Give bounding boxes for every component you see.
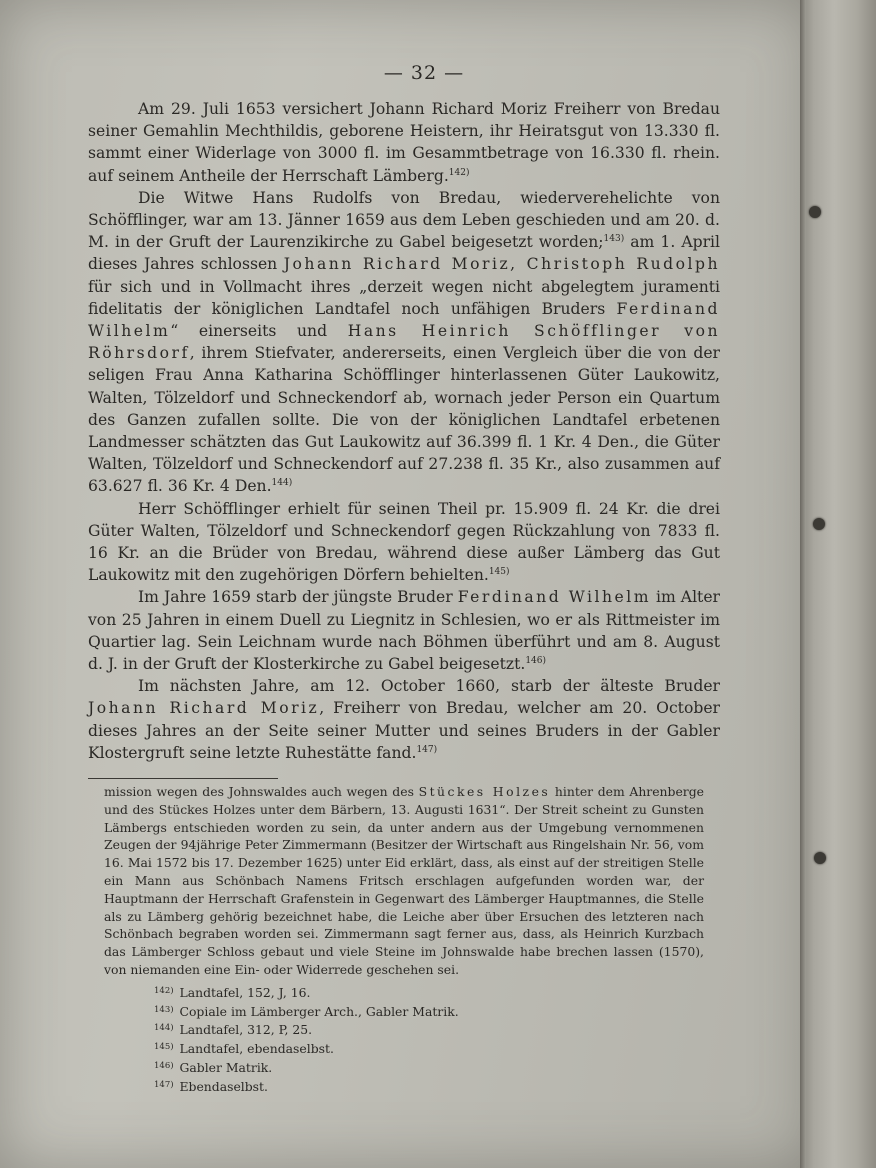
paragraph xyxy=(88,675,720,764)
footnote-reference: 143) xyxy=(603,234,625,245)
text-run: im Alter von 25 Jahren in einem Duell zu Liegnitz in Schlesien, wo er als Rittmeister im Quartier lag. Sein Leichnam wurde nach Böhmen überführt und am 8. August d. J. in der Gruft der Klosterkirche zu Gabel beigesetzt. xyxy=(88,588,721,674)
footnote-number: 147) xyxy=(154,1079,174,1090)
spaced-name: Ferdinand Wilhelm xyxy=(88,299,720,341)
binding-hole-icon xyxy=(814,852,826,864)
footnote-source: Copiale im Lämberger Arch., Gabler Matrik. xyxy=(175,1003,459,1019)
footnote-source: Landtafel, ebendaselbst. xyxy=(175,1041,334,1057)
footnote-source: Gabler Matrik. xyxy=(175,1060,273,1076)
footnote-reference: 147) xyxy=(416,744,438,755)
spaced-name: Stückes Holzes xyxy=(418,784,551,800)
book-binding xyxy=(800,0,876,1168)
text-run: mission wegen des Johnswaldes auch wegen des xyxy=(104,784,419,800)
spaced-name: Johann Richard Moriz xyxy=(88,699,320,718)
text-run: Im nächsten Jahre, am 12. October 1660, starb der älteste Bruder xyxy=(138,677,720,696)
text-run: Im Jahre 1659 starb der jüngste Bruder xyxy=(138,588,458,607)
text-run: “ einerseits und xyxy=(170,322,348,341)
main-text xyxy=(88,98,720,764)
footnote-number: 143) xyxy=(154,1004,174,1015)
paragraph xyxy=(88,98,720,187)
binding-hole-icon xyxy=(809,206,821,218)
footnote-number: 144) xyxy=(154,1023,174,1034)
text-run: Die Witwe Hans Rudolfs von Bredau, wiederverehelichte von Schöfflinger, war am 13. Jänner 1659 aus dem Leben geschieden und am 20. d. M. in der Gruft der Laurenzikirche zu Gabel beigesetzt worden; xyxy=(88,188,720,252)
paragraph xyxy=(88,586,720,675)
footnote-number: 146) xyxy=(154,1061,174,1072)
footnote-list xyxy=(154,983,720,1096)
footnote-item xyxy=(154,1002,720,1021)
text-run: , ihrem Stiefvater, andererseits, einen Vergleich über die von der seligen Frau Anna Katharina Schöfflinger hinterlassenen Güter Laukowitz, Walten, Tölzeldorf und Schneckendorf ab, wornach jeder Person ein Quartum des Ganzen zufallen sollte. Die von der königlichen Landtafel erbetenen Landmesser schätzten das Gut Laukowitz auf 36.399 fl. 1 Kr. 4 Den., die Güter Walten, Tölzeldorf und Schneckendorf auf 27.238 fl. 35 Kr., also zusammen auf 63.627 fl. 36 Kr. 4 Den. xyxy=(88,344,720,496)
paragraph xyxy=(88,498,720,587)
footnote-separator xyxy=(88,778,278,779)
footnote-reference: 142) xyxy=(448,167,470,178)
spaced-name: Johann Richard Moriz, Christoph Rudolph xyxy=(283,255,720,274)
footnote-item xyxy=(154,1020,720,1039)
footnote-number: 145) xyxy=(154,1042,174,1053)
text-run: hinter dem Ahrenberge und des Stückes Holzes unter dem Bärbern, 13. Augusti 1631“. Der Streit scheint zu Gunsten Lämbergs entschieden worden zu sein, da unter andern aus der Umgebung vernommenen Zeugen der 94jährige Peter Zimmermann (Besitzer der Wirtschaft aus Ringelshain Nr. 56, vom 16. Mai 1572 bis 17. Dezember 1625) unter Eid erklärt, dass, als einst auf der streitigen Stelle ein Mann aus Schönbach Namens Fritsch erschlagen aufgefunden worden war, der Hauptmann der Herrschaft Grafenstein in Gegenwart des Lämberger Hauptmannes, die Stelle als zu Lämberg gehörig bezeichnet habe, die Leiche aber über Ersuchen des letzteren nach Schönbach begraben worden sei. Zimmermann sagt ferner aus, dass, als Heinrich Kurzbach das Lämberger Schloss gebaut und viele Steine im Johnswalde habe brechen lassen (1570), von niemanden eine Ein- oder Widerrede geschehen sei. xyxy=(104,784,704,978)
footnote-reference: 145) xyxy=(488,567,510,578)
footnote-item xyxy=(154,983,720,1002)
text-block xyxy=(88,62,720,1096)
footnote-continuation xyxy=(104,783,704,979)
text-run: Am 29. Juli 1653 versichert Johann Richard Moriz Freiherr von Bredau seiner Gemahlin Mechthildis, geborene Heistern, ihr Heiratsgut von 13.330 fl. sammt einer Widerlage von 3000 fl. im Gesammtbetrage von 16.330 fl. rhein. auf seinem Antheile der Herrschaft Lämberg. xyxy=(88,100,720,185)
text-run: für sich und in Vollmacht ihres „derzeit wegen nicht abgelegtem juramenti fidelitatis der königlichen Landtafel noch unfähigen Bruders xyxy=(88,277,720,318)
footnote-item xyxy=(154,1058,720,1077)
paragraph xyxy=(88,187,720,498)
page-number: — 32 — xyxy=(383,62,465,84)
footnote-item xyxy=(154,1077,720,1096)
text-run: , Freiherr von Bredau, welcher am 20. October dieses Jahres an der Seite seiner Mutter und seines Bruders in der Gabler Klostergruft seine letzte Ruhestätte fand. xyxy=(88,699,721,762)
footnote-source: Ebendaselbst. xyxy=(175,1078,268,1094)
binding-edge xyxy=(800,0,806,1168)
footnote-source: Landtafel, 152, J, 16. xyxy=(175,984,311,1000)
footnote-reference: 144) xyxy=(271,478,293,489)
spaced-name: Hans Heinrich Schöfflinger von Röhrsdorf xyxy=(88,322,721,363)
text-run: Herr Schöfflinger erhielt für seinen Theil pr. 15.909 fl. 24 Kr. die drei Güter Walten, Tölzeldorf und Schneckendorf gegen Rückzahlung von 7833 fl. 16 Kr. an die Brüder von Bredau, während diese außer Lämberg das Gut Laukowitz mit den zugehörigen Dörfern behielten. xyxy=(88,499,720,585)
spaced-name: Ferdinand Wilhelm xyxy=(457,588,651,607)
footnote-item xyxy=(154,1039,720,1058)
text-run: am 1. April dieses Jahres schlossen xyxy=(88,233,720,274)
binding-hole-icon xyxy=(813,518,825,530)
footnote-number: 142) xyxy=(154,985,174,996)
footnote-source: Landtafel, 312, P, 25. xyxy=(175,1022,313,1038)
footnote-reference: 146) xyxy=(525,656,547,667)
